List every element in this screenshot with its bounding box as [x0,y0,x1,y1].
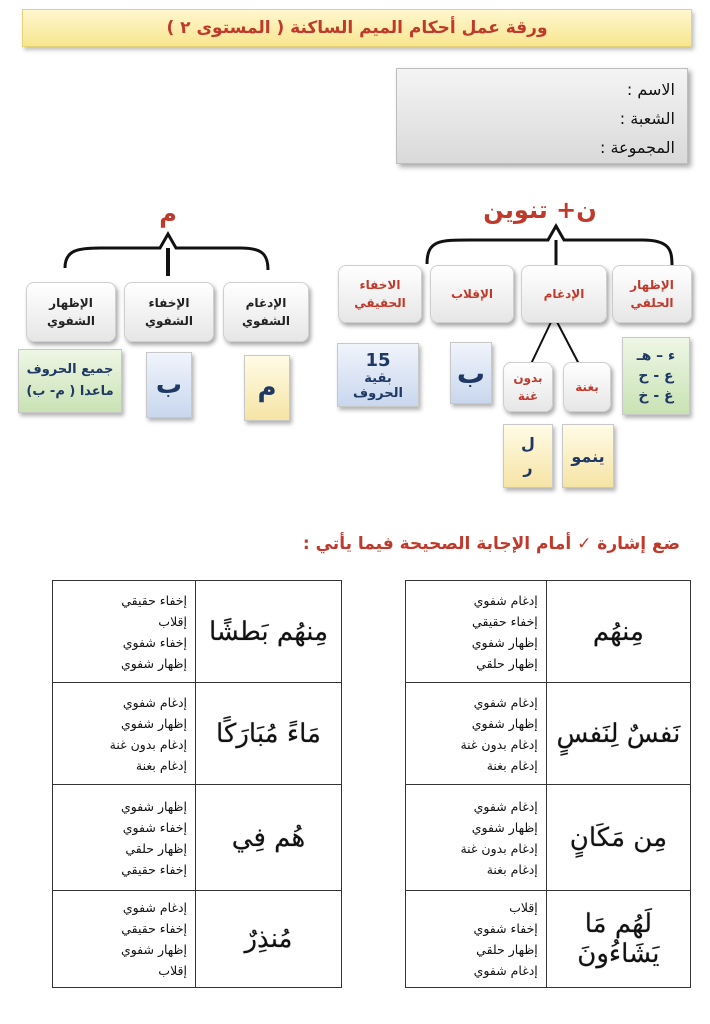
answer-option[interactable]: إظهار شفوي [471,634,538,650]
answer-option[interactable]: إدغام بدون غنة [460,736,538,752]
quran-word-cell [195,785,341,891]
quran-word: مِنهُم بَطشًا [208,616,328,647]
answer-option[interactable]: إخفاء حقيقي [121,861,187,877]
quran-word: مِنهُم [592,616,644,647]
idgham-no-ghunna-letter-1: ل [521,434,535,453]
answer-option[interactable]: إدغام بدون غنة [109,736,187,752]
node-izhar-shafawi: الإظهار الشفوي [26,282,116,342]
answer-option[interactable]: إدغام بغنة [486,861,538,877]
table-row [53,891,342,988]
page-title: ورقة عمل أحكام الميم الساكنة ( المستوى ٢ ) [166,18,548,38]
node-iqlab: الإقلاب [430,265,514,323]
exercise-table-right [405,580,691,988]
izhar-shafawi-text-2: ماعدا ( م- ب) [26,384,114,399]
answer-option[interactable]: إدغام شفوي [473,694,538,710]
node-ikhfa-shafawi: الإخفاء الشفوي [124,282,214,342]
ikhfa-shafawi-letter-box [146,352,192,418]
idgham-ghunna-letters-box [562,424,614,488]
answer-options-cell [406,683,547,785]
meem-heading: م [159,200,177,228]
noon-tanween-heading: ن+ تنوين [483,196,597,224]
answer-option[interactable]: إدغام شفوي [473,592,538,608]
table-row [53,785,342,891]
answer-options-cell [53,785,196,891]
node-izhar-halqi: الإظهار الحلقي [612,265,692,323]
answer-option[interactable]: إخفاء حقيقي [472,613,538,629]
node-idgham-shafawi: الإدغام الشفوي [223,282,309,342]
table-row [406,581,691,683]
quran-word: مِن مَكَانٍ [569,822,668,853]
ikhfa-shafawi-letter: ب [155,370,183,400]
table-row [406,891,691,988]
node-idgham-bighunna: بغنة [563,362,611,412]
node-idgham-bidun-ghunna: بدون غنة [503,362,553,412]
answer-option[interactable]: إظهار حلقي [125,840,187,856]
quran-word-cell [546,683,690,785]
idgham-shafawi-letter-box [244,355,290,421]
quran-word: نَفسٌ لِنَفسٍ [556,718,681,749]
node-idgham: الإدغام [521,265,607,323]
izhar-letters-box [622,337,690,415]
answer-options-cell [406,891,547,988]
iqlab-letter: ب [456,356,486,390]
quran-word-cell [546,891,690,988]
answer-option[interactable]: إظهار حلقي [476,942,538,957]
answer-option[interactable]: إظهار شفوي [471,715,538,731]
quran-word: لَهُم مَا يَشَاءُونَ [577,909,660,969]
quran-word: مُنذِرٌ [244,924,293,954]
answer-option[interactable]: إدغام بغنة [135,757,187,773]
quran-word-cell [546,581,690,683]
ikhfa-count: 15 [365,349,391,371]
answer-option[interactable]: إظهار حلقي [476,655,538,671]
answer-option[interactable]: إدغام شفوي [122,694,187,710]
idgham-no-ghunna-letter-2: ر [523,458,533,477]
exercise-instruction: ضع إشارة ✓ أمام الإجابة الصحيحة فيما يأتي : [302,534,680,554]
izhar-shafawi-letters-box [18,349,122,413]
name-label: الاسم : [626,80,675,99]
table-row [406,785,691,891]
answer-option[interactable]: إظهار شفوي [471,819,538,835]
idgham-ghunna-letters: ينمو [571,446,605,466]
answer-option[interactable]: إظهار شفوي [120,655,187,671]
quran-word: هُم فِي [231,822,306,853]
quran-word-cell [195,581,341,683]
answer-option[interactable]: إخفاء شفوي [473,921,538,936]
answer-option[interactable]: إظهار شفوي [120,798,187,814]
quran-word: مَاءً مُبَارَكًا [216,718,321,749]
group-label: المجموعة : [599,138,675,157]
izhar-letters-2: ع - ح [638,368,674,384]
node-ikhfa-haqiqi: الاخفاء الحقيقي [338,265,422,323]
answer-options-cell [53,581,196,683]
answer-option[interactable]: إقلاب [158,613,187,629]
answer-option[interactable]: إدغام بدون غنة [460,840,538,856]
table-row [406,683,691,785]
izhar-letters-3: غ - خ [638,388,674,404]
idgham-shafawi-letter: م [257,373,277,403]
ikhfa-text: بقية الحروف [353,370,403,401]
answer-option[interactable]: إخفاء شفوي [122,634,187,650]
table-row [53,683,342,785]
answer-option[interactable]: إخفاء حقيقي [121,921,187,936]
answer-option[interactable]: إظهار شفوي [120,942,187,957]
quran-word-cell [546,785,690,891]
izhar-shafawi-text-1: جميع الحروف [26,362,114,377]
quran-word-cell [195,891,341,988]
section-label: الشعبة : [619,109,675,128]
quran-word-cell [195,683,341,785]
answer-option[interactable]: إدغام شفوي [122,900,187,915]
idgham-no-ghunna-letters-box [503,424,553,488]
answer-options-cell [53,891,196,988]
answer-option[interactable]: إقلاب [158,963,187,978]
answer-option[interactable]: إدغام شفوي [473,963,538,978]
exercise-table-left [52,580,342,988]
answer-option[interactable]: إدغام بغنة [486,757,538,773]
answer-options-cell [406,785,547,891]
table-row [53,581,342,683]
ikhfa-letters-box [337,343,419,407]
answer-option[interactable]: إقلاب [509,900,538,915]
answer-options-cell [406,581,547,683]
answer-options-cell [53,683,196,785]
answer-option[interactable]: إخفاء شفوي [122,819,187,835]
answer-option[interactable]: إظهار شفوي [120,715,187,731]
iqlab-letter-box [450,342,492,404]
izhar-letters-1: ء – هـ [636,348,676,364]
answer-option[interactable]: إدغام شفوي [473,798,538,814]
answer-option[interactable]: إخفاء حقيقي [121,592,187,608]
